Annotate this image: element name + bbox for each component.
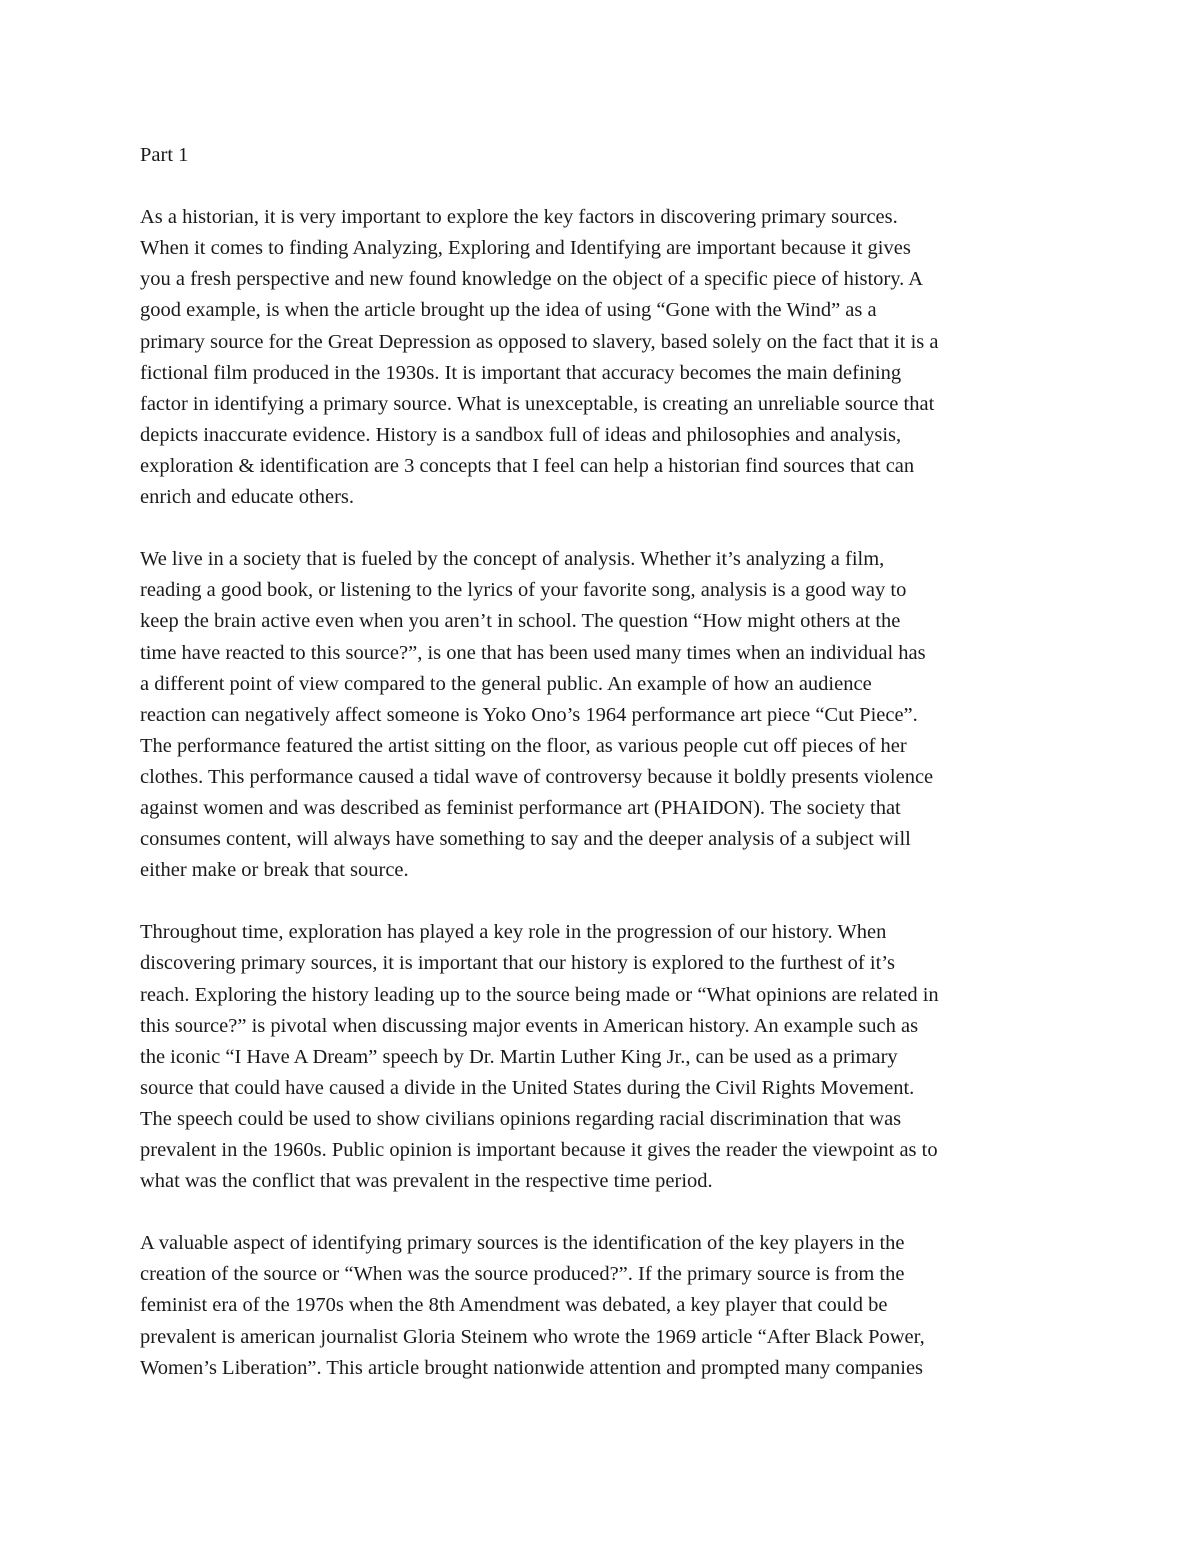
text-line: factor in identifying a primary source. What is unexceptable, is creating an unreliable source that: [140, 392, 935, 415]
text-line: against women and was described as feminist performance art (PHAIDON). The society that: [140, 796, 901, 819]
paragraph-gap: [140, 886, 1065, 917]
text-line: When it comes to finding Analyzing, Exploring and Identifying are important because it gives: [140, 237, 911, 260]
text-line: A valuable aspect of identifying primary sources is the identification of the key players in the: [140, 1232, 905, 1255]
text-line: We live in a society that is fueled by the concept of analysis. Whether it’s analyzing a film,: [140, 548, 885, 571]
text-line: reading a good book, or listening to the lyrics of your favorite song, analysis is a good way to: [140, 579, 907, 602]
paragraph: [140, 202, 1065, 513]
paragraph-gap: [140, 1197, 1065, 1228]
text-line: Women’s Liberation”. This article brought nationwide attention and prompted many companies: [140, 1356, 924, 1379]
paragraph: [140, 1228, 1065, 1383]
text-line: a different point of view compared to the general public. An example of how an audience: [140, 672, 872, 695]
section-heading: Part 1: [140, 144, 189, 166]
paragraph-gap: [140, 513, 1065, 544]
text-line: Throughout time, exploration has played a key role in the progression of our history. When: [140, 921, 887, 944]
text-line: As a historian, it is very important to explore the key factors in discovering primary sources.: [140, 206, 898, 229]
paragraph: [140, 544, 1065, 886]
text-line: The performance featured the artist sitting on the floor, as various people cut off pieces of her: [140, 734, 907, 757]
text-line: creation of the source or “When was the source produced?”. If the primary source is from the: [140, 1263, 905, 1286]
text-line: good example, is when the article brought up the idea of using “Gone with the Wind” as a: [140, 299, 877, 322]
text-line: what was the conflict that was prevalent in the respective time period.: [140, 1170, 713, 1193]
text-line: time have reacted to this source?”, is one that has been used many times when an individual has: [140, 641, 926, 664]
text-line: source that could have caused a divide in the United States during the Civil Rights Movement.: [140, 1076, 915, 1099]
text-line: feminist era of the 1970s when the 8th Amendment was debated, a key player that could be: [140, 1294, 888, 1317]
text-line: fictional film produced in the 1930s. It is important that accuracy becomes the main defining: [140, 361, 902, 384]
text-line: you a fresh perspective and new found knowledge on the object of a specific piece of history. A: [140, 268, 924, 291]
text-line: keep the brain active even when you aren’t in school. The question “How might others at the: [140, 610, 901, 633]
text-line: depicts inaccurate evidence. History is a sandbox full of ideas and philosophies and analysis,: [140, 423, 902, 446]
text-line: discovering primary sources, it is important that our history is explored to the furthest of it’s: [140, 952, 895, 975]
text-line: reach. Exploring the history leading up to the source being made or “What opinions are related in: [140, 983, 939, 1006]
text-line: the iconic “I Have A Dream” speech by Dr. Martin Luther King Jr., can be used as a primary: [140, 1045, 898, 1068]
text-line: exploration & identification are 3 concepts that I feel can help a historian find sources that can: [140, 454, 915, 477]
paragraph-list: [140, 202, 1065, 1384]
text-line: clothes. This performance caused a tidal wave of controversy because it boldly presents violence: [140, 765, 934, 788]
text-line: enrich and educate others.: [140, 486, 355, 509]
text-line: prevalent is american journalist Gloria Steinem who wrote the 1969 article “After Black Power,: [140, 1325, 925, 1348]
text-line: either make or break that source.: [140, 859, 409, 882]
text-line: this source?” is pivotal when discussing major events in American history. An example such as: [140, 1014, 919, 1037]
paragraph: [140, 917, 1065, 1197]
document-body: [140, 140, 1065, 1384]
text-line: primary source for the Great Depression as opposed to slavery, based solely on the fact that it is a: [140, 330, 939, 353]
text-line: The speech could be used to show civilians opinions regarding racial discrimination that was: [140, 1107, 902, 1130]
text-line: consumes content, will always have something to say and the deeper analysis of a subject will: [140, 828, 911, 851]
text-line: reaction can negatively affect someone is Yoko Ono’s 1964 performance art piece “Cut Piece”.: [140, 703, 918, 726]
text-line: prevalent in the 1960s. Public opinion is important because it gives the reader the viewpoint as to: [140, 1139, 938, 1161]
